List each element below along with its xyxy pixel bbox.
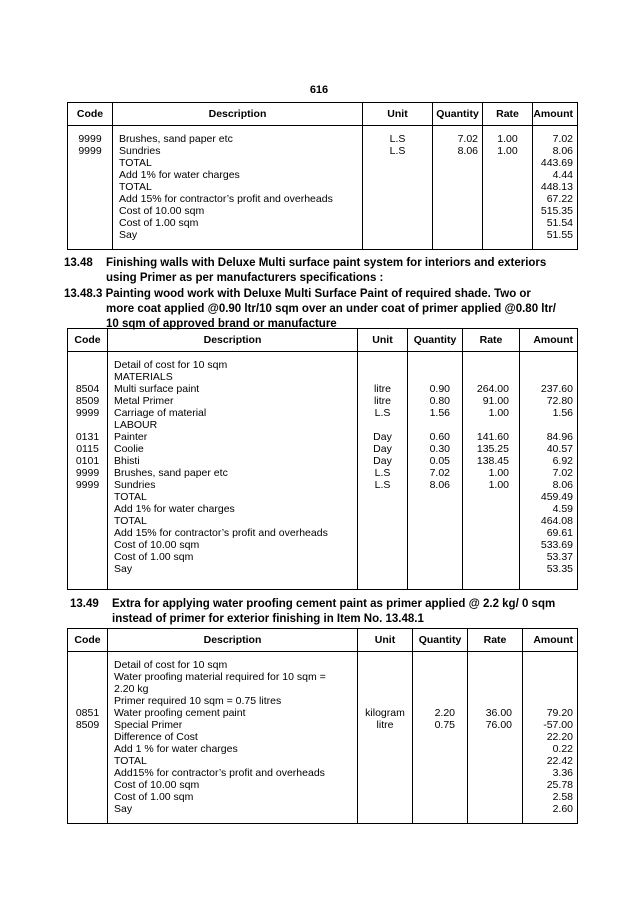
cell-line: 79.20: [546, 707, 573, 719]
cell-line: Sundries: [119, 145, 161, 157]
cell-line: 72.80: [546, 395, 573, 407]
rate-table-2: [67, 328, 578, 590]
cell-line: Say: [114, 803, 133, 815]
cell-line: 0.75: [434, 719, 455, 731]
cell-line: 515.35: [540, 205, 573, 217]
sub-section-number: 13.48.3: [64, 288, 103, 300]
cell-line: Brushes, sand paper etc: [119, 133, 233, 145]
cell-line: [523, 683, 573, 695]
cell-line: 8504: [75, 383, 100, 395]
cell-line: Cost of 10.00 sqm: [114, 779, 200, 791]
unit-cell: [363, 126, 433, 250]
table-body: [68, 652, 578, 824]
cell-line: TOTAL: [114, 491, 147, 503]
col-amount: Amount: [520, 329, 578, 352]
cell-line: Sundries: [114, 479, 156, 491]
cell-line: 0.30: [429, 443, 450, 455]
section-13-48-3-heading: [64, 287, 579, 332]
cell-line: Detail of cost for 10 sqm: [114, 659, 228, 671]
cell-line: Carriage of material: [114, 407, 207, 419]
cell-line: litre: [374, 395, 391, 407]
sub-section-line-2: more coat applied @0.90 ltr/10 sqm over an under coat of primer applied @0.80 ltr/: [106, 303, 556, 315]
cell-line: L.S: [374, 407, 391, 419]
cell-line: [358, 359, 407, 371]
cell-line: Metal Primer: [114, 395, 174, 407]
cell-line: 448.13: [540, 181, 573, 193]
cell-line: [68, 359, 107, 371]
cell-line: Add 15% for contractor’s profit and overheads: [119, 193, 333, 205]
cell-line: 9999: [75, 479, 100, 491]
cell-line: [68, 419, 107, 431]
cell-line: 22.20: [546, 731, 573, 743]
cell-line: 6.92: [552, 455, 573, 467]
cell-line: Water proofing material required for 10 sqm =: [114, 671, 326, 683]
cell-line: 2.60: [552, 803, 573, 815]
cell-line: Say: [114, 563, 133, 575]
cell-line: [358, 659, 412, 671]
cell-line: litre: [376, 719, 394, 731]
cell-line: 9999: [78, 133, 102, 145]
description-cell: [108, 352, 358, 590]
cell-line: 0851: [75, 707, 100, 719]
cell-line: L.S: [389, 133, 406, 145]
col-description: Description: [108, 329, 358, 352]
cell-line: 9999: [78, 145, 102, 157]
cell-line: 8.06: [429, 479, 450, 491]
col-unit: Unit: [358, 329, 408, 352]
cell-line: 22.42: [546, 755, 573, 767]
cell-line: 0.90: [429, 383, 450, 395]
cell-line: Cost of 1.00 sqm: [114, 791, 194, 803]
cell-line: [68, 683, 107, 695]
cell-line: Add 1% for water charges: [114, 503, 235, 515]
cell-line: Add15% for contractor’s profit and overheads: [114, 767, 325, 779]
col-quantity: Quantity: [413, 629, 468, 652]
section-number: 13.48: [64, 257, 93, 269]
code-cell: [68, 652, 108, 824]
cell-line: 464.08: [540, 515, 573, 527]
col-description: Description: [108, 629, 358, 652]
cell-line: Cost of 10.00 sqm: [119, 205, 205, 217]
cell-line: 7.02: [429, 467, 450, 479]
cell-line: Cost of 1.00 sqm: [119, 217, 199, 229]
rate-cell: [463, 352, 520, 590]
description-cell: [108, 652, 358, 824]
cell-line: [463, 419, 509, 431]
unit-cell: [358, 652, 413, 824]
rate-cell: [468, 652, 523, 824]
cell-line: Add 15% for contractor’s profit and overheads: [114, 527, 328, 539]
amount-cell: [520, 352, 578, 590]
col-quantity: Quantity: [433, 103, 483, 126]
cell-line: kilogram: [365, 707, 405, 719]
cell-line: 4.59: [552, 503, 573, 515]
cell-line: 0131: [75, 431, 100, 443]
cell-line: Brushes, sand paper etc: [114, 467, 228, 479]
cell-line: 51.54: [546, 217, 573, 229]
table-header: [68, 629, 578, 652]
cell-line: -57.00: [543, 719, 573, 731]
cell-line: 91.00: [482, 395, 509, 407]
cell-line: [358, 419, 407, 431]
cell-line: Coolie: [114, 443, 144, 455]
cell-line: 25.78: [546, 779, 573, 791]
page-number: 616: [309, 84, 329, 96]
cell-line: Multi surface paint: [114, 383, 200, 395]
cell-line: [463, 371, 509, 383]
cell-line: 40.57: [546, 443, 573, 455]
cell-line: 7.02: [457, 133, 478, 145]
cell-line: 53.35: [546, 563, 573, 575]
cell-line: [358, 371, 407, 383]
col-unit: Unit: [363, 103, 433, 126]
amount-cell: [533, 126, 578, 250]
sub-section-line-1: Painting wood work with Deluxe Multi Surface Paint of required shade. Two or: [105, 288, 531, 300]
cell-line: [520, 419, 573, 431]
cell-line: 69.61: [546, 527, 573, 539]
cell-line: Day: [373, 443, 392, 455]
cell-line: 138.45: [476, 455, 509, 467]
cell-line: 9999: [75, 467, 100, 479]
cell-line: Difference of Cost: [114, 731, 198, 743]
cell-line: [523, 695, 573, 707]
sub-section-line-3: 10 sqm of approved brand or manufacture: [106, 318, 337, 330]
quantity-cell: [433, 126, 483, 250]
cell-line: 1.00: [488, 467, 509, 479]
cell-line: TOTAL: [114, 755, 147, 767]
cell-line: L.S: [374, 479, 391, 491]
cell-line: 8.06: [457, 145, 478, 157]
cell-line: litre: [374, 383, 391, 395]
cell-line: 3.36: [552, 767, 573, 779]
col-description: Description: [113, 103, 363, 126]
cell-line: [468, 659, 512, 671]
cell-line: Cost of 10.00 sqm: [114, 539, 200, 551]
cell-line: 2.20 kg: [114, 683, 149, 695]
cell-line: 1.56: [552, 407, 573, 419]
cell-line: [68, 491, 107, 503]
cell-line: [68, 671, 107, 683]
cell-line: 1.00: [497, 145, 518, 157]
cell-line: 67.22: [546, 193, 573, 205]
cell-line: Add 1 % for water charges: [114, 743, 238, 755]
cell-line: MATERIALS: [114, 371, 173, 383]
col-code: Code: [68, 103, 113, 126]
cell-line: L.S: [374, 467, 391, 479]
cell-line: 7.02: [552, 467, 573, 479]
cell-line: 533.69: [540, 539, 573, 551]
cell-line: [358, 683, 412, 695]
cell-line: Cost of 1.00 sqm: [114, 551, 194, 563]
cell-line: Detail of cost for 10 sqm: [114, 359, 228, 371]
section-line-1: Extra for applying water proofing cement paint as primer applied @ 2.2 kg/ 0 sqm: [112, 598, 556, 610]
cell-line: Add 1% for water charges: [119, 169, 240, 181]
cell-line: Painter: [114, 431, 148, 443]
cell-line: 0101: [75, 455, 100, 467]
cell-line: [358, 671, 412, 683]
cell-line: 9999: [75, 407, 100, 419]
cell-line: 141.60: [476, 431, 509, 443]
cell-line: [468, 671, 512, 683]
cell-line: Special Primer: [114, 719, 183, 731]
cell-line: 264.00: [476, 383, 509, 395]
cell-line: Water proofing cement paint: [114, 707, 246, 719]
section-line-2: instead of primer for exterior finishing in Item No. 13.48.1: [112, 613, 424, 625]
cell-line: 53.37: [546, 551, 573, 563]
table-header: [68, 329, 578, 352]
cell-line: [413, 683, 455, 695]
col-rate: Rate: [483, 103, 533, 126]
cell-line: 76.00: [485, 719, 512, 731]
cell-line: [68, 527, 107, 539]
cell-line: Primer required 10 sqm = 0.75 litres: [114, 695, 282, 707]
cell-line: 36.00: [485, 707, 512, 719]
col-code: Code: [68, 329, 108, 352]
rate-table-3: [67, 628, 578, 824]
description-cell: [113, 126, 363, 250]
cell-line: [413, 659, 455, 671]
cell-line: [68, 695, 107, 707]
cell-line: LABOUR: [114, 419, 158, 431]
table-body: [68, 126, 578, 250]
cell-line: 2.20: [434, 707, 455, 719]
cell-line: 0.05: [429, 455, 450, 467]
col-rate: Rate: [468, 629, 523, 652]
cell-line: [523, 659, 573, 671]
cell-line: [68, 515, 107, 527]
col-amount: Amount: [533, 103, 578, 126]
unit-cell: [358, 352, 408, 590]
cell-line: 1.56: [429, 407, 450, 419]
cell-line: 51.55: [546, 229, 573, 241]
cell-line: TOTAL: [114, 515, 147, 527]
cell-line: [408, 371, 450, 383]
cell-line: [68, 539, 107, 551]
cell-line: 0.22: [552, 743, 573, 755]
cell-line: [413, 695, 455, 707]
cell-line: 1.00: [488, 407, 509, 419]
cell-line: [358, 695, 412, 707]
cell-line: 2.58: [552, 791, 573, 803]
code-cell: [68, 352, 108, 590]
cell-line: TOTAL: [119, 181, 152, 193]
cell-line: [520, 371, 573, 383]
rate-table-1: [67, 102, 578, 250]
cell-line: 8509: [75, 719, 100, 731]
cell-line: 0115: [76, 443, 99, 455]
cell-line: 84.96: [546, 431, 573, 443]
cell-line: L.S: [389, 145, 406, 157]
cell-line: 443.69: [540, 157, 573, 169]
cell-line: 0.60: [429, 431, 450, 443]
section-13-48-heading: [64, 256, 579, 286]
cell-line: [68, 659, 107, 671]
rate-cell: [483, 126, 533, 250]
cell-line: 8509: [75, 395, 100, 407]
cell-line: [68, 563, 107, 575]
cell-line: [408, 359, 450, 371]
col-rate: Rate: [463, 329, 520, 352]
cell-line: TOTAL: [119, 157, 152, 169]
cell-line: [523, 671, 573, 683]
cell-line: Day: [373, 455, 392, 467]
cell-line: 4.44: [552, 169, 573, 181]
cell-line: 1.00: [488, 479, 509, 491]
col-quantity: Quantity: [408, 329, 463, 352]
quantity-cell: [408, 352, 463, 590]
cell-line: [468, 695, 512, 707]
amount-cell: [523, 652, 578, 824]
table-header: [68, 103, 578, 126]
table-body: [68, 352, 578, 590]
section-number: 13.49: [70, 598, 99, 610]
code-cell: [68, 126, 113, 250]
cell-line: 8.06: [552, 145, 573, 157]
cell-line: 1.00: [497, 133, 518, 145]
cell-line: [68, 503, 107, 515]
cell-line: [408, 419, 450, 431]
cell-line: 0.80: [429, 395, 450, 407]
cell-line: [468, 683, 512, 695]
col-code: Code: [68, 629, 108, 652]
cell-line: Bhisti: [114, 455, 140, 467]
cell-line: 135.25: [476, 443, 509, 455]
cell-line: 459.49: [540, 491, 573, 503]
cell-line: 7.02: [552, 133, 573, 145]
cell-line: [413, 671, 455, 683]
section-title: Finishing walls with Deluxe Multi surface paint system for interiors and exteriors using Primer as per manufacturers specifications :: [106, 257, 547, 284]
section-13-49-heading: [70, 597, 585, 627]
col-unit: Unit: [358, 629, 413, 652]
cell-line: [68, 551, 107, 563]
cell-line: [68, 371, 107, 383]
cell-line: 8.06: [552, 479, 573, 491]
cell-line: [520, 359, 573, 371]
cell-line: Day: [373, 431, 392, 443]
cell-line: Say: [119, 229, 138, 241]
cell-line: 237.60: [540, 383, 573, 395]
quantity-cell: [413, 652, 468, 824]
col-amount: Amount: [523, 629, 578, 652]
cell-line: [463, 359, 509, 371]
